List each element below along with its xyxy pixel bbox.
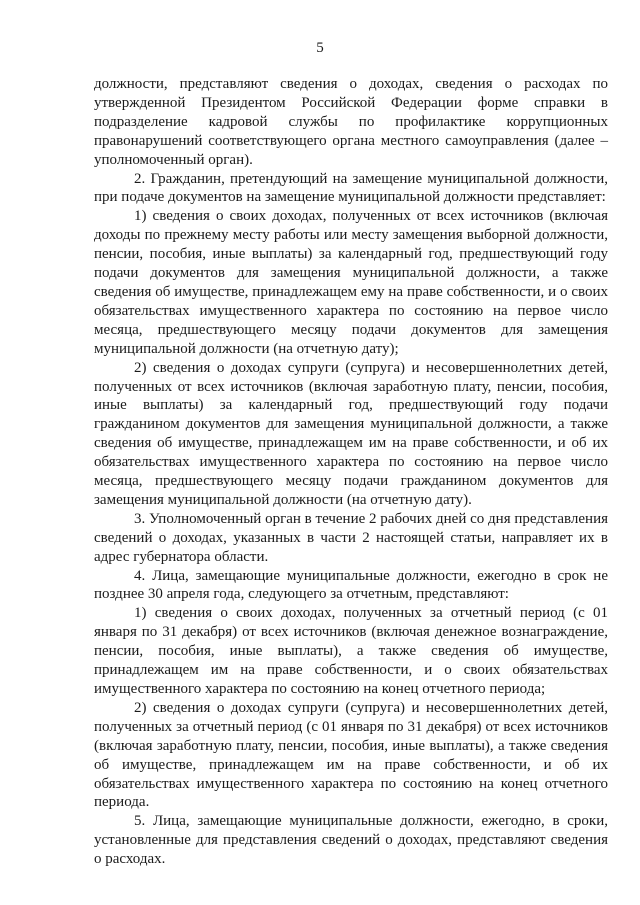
paragraph-item-3: 3. Уполномоченный орган в течение 2 рабочих дней со дня представления сведений о доходах, указанных в части 2 настоящей статьи, направляет их в адрес губернатора области. bbox=[94, 510, 608, 565]
paragraph-item-2: 2. Гражданин, претендующий на замещение муниципальной должности, при подаче документов на замещение муниципальной должности представляет: bbox=[94, 170, 608, 206]
paragraph-subitem-4-2: 2) сведения о доходах супруги (супруга) и несовершеннолетних детей, полученных за отчетный период (с 01 января по 31 декабря) от всех источников (включая заработную плату, пенсии, пособия, иные выплаты), а также сведения об имуществе, принадлежащем им на праве собственности, и об их обязательствах имущественного характера по состоянию на конец отчетного периода. bbox=[94, 699, 608, 811]
paragraph-item-4: 4. Лица, замещающие муниципальные должности, ежегодно в срок не позднее 30 апреля года, следующего за отчетным, представляют: bbox=[94, 567, 608, 603]
document-body bbox=[94, 75, 608, 869]
paragraph-continuation: должности, представляют сведения о доходах, сведения о расходах по утвержденной Президентом Российской Федерации форме справки в подразделение кадровой службы по профилактике коррупционных правонарушений соответствующего органа местного самоуправления (далее – уполномоченный орган). bbox=[94, 76, 608, 168]
page-number: 5 bbox=[316, 40, 324, 56]
paragraph-subitem-2-2: 2) сведения о доходах супруги (супруга) и несовершеннолетних детей, полученных от всех источников (включая заработную плату, пенсии, пособия, иные выплаты) за календарный год, предшествующий году подачи гражданином документов для замещения муниципальной должности, а также сведения об имуществе, принадлежащем им на праве собственности, и об их обязательствах имущественного характера по состоянию на первое число месяца, предшествующего месяцу подачи гражданином документов для замещения муниципальной должности (на отчетную дату). bbox=[94, 359, 608, 508]
paragraph-subitem-2-1: 1) сведения о своих доходах, полученных от всех источников (включая доходы по прежнему месту работы или месту замещения выборной должности, пенсии, пособия, иные выплаты) за календарный год, предшествующий году подачи документов для замещения муниципальной должности, а также сведения об имуществе, принадлежащем ему на праве собственности, и о своих обязательствах имущественного характера по состоянию на первое число месяца, предшествующего месяцу подачи документов для замещения муниципальной должности (на отчетную дату); bbox=[94, 208, 608, 357]
paragraph-subitem-4-1: 1) сведения о своих доходах, полученных за отчетный период (с 01 января по 31 декабря) от всех источников (включая денежное вознаграждение, пенсии, пособия, иные выплаты), а также сведения об имуществе, принадлежащем им на праве собственности, и о своих обязательствах имущественного характера по состоянию на конец отчетного периода; bbox=[94, 605, 608, 697]
paragraph-item-5: 5. Лица, замещающие муниципальные должности, ежегодно, в сроки, установленные для представления сведений о доходах, представляют сведения о расходах. bbox=[94, 813, 608, 868]
